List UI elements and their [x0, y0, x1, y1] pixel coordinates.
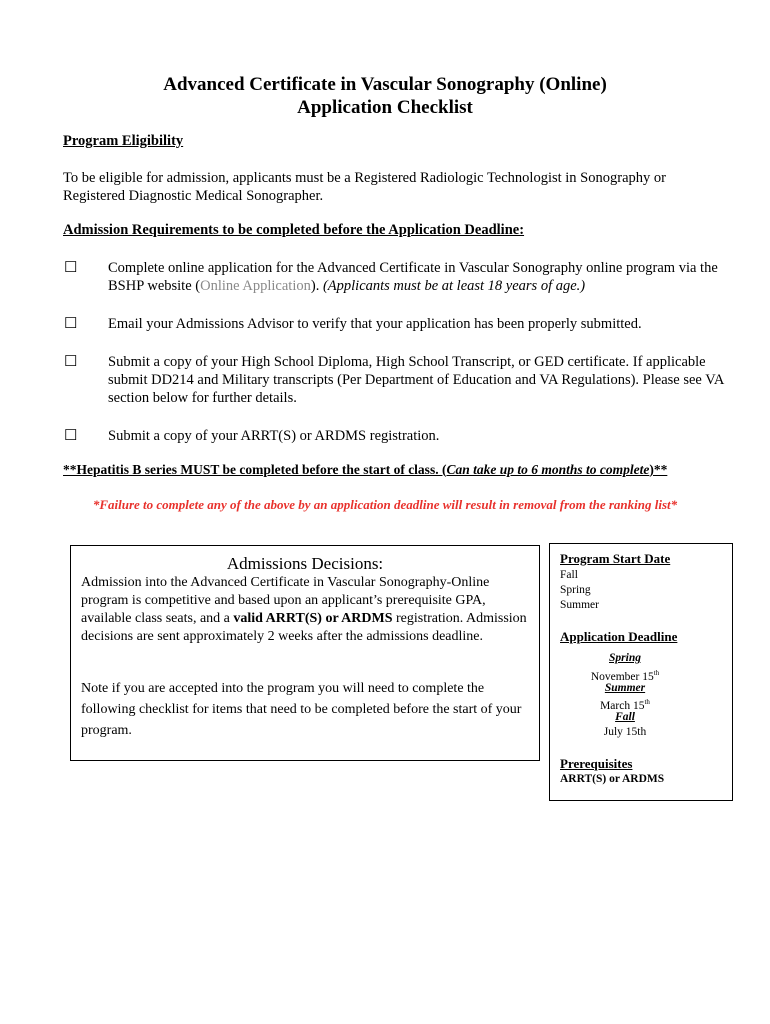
admissions-title: Admissions Decisions:: [226, 554, 384, 573]
admissions-p1-text-after: registration. Admission decisions are sent approximately 2 weeks after the admissions deadline.: [81, 611, 527, 644]
requirement-online-application: [108, 259, 738, 295]
deadline-heading: Application Deadline: [560, 629, 678, 644]
start-term-summer: Summer: [560, 599, 599, 611]
requirements-heading: Admission Requirements to be completed before the Application Deadline:: [63, 222, 525, 238]
online-application-link[interactable]: Online Application: [200, 278, 311, 294]
page-title: Advanced Certificate in Vascular Sonography (Online): [163, 74, 607, 95]
hepatitis-suffix: )**: [649, 462, 668, 477]
page-subtitle: Application Checklist: [297, 97, 473, 118]
admissions-p1-bold: valid ARRT(S) or ARDMS: [233, 611, 393, 626]
checkbox-online-application[interactable]: ☐: [64, 260, 78, 276]
deadline-summer-label: Summer: [604, 682, 646, 694]
failure-notice: *Failure to complete any of the above by an application deadline will result in removal from the ranking list*: [92, 497, 678, 512]
start-term-fall: Fall: [560, 569, 578, 581]
summer-date-sup: th: [644, 698, 650, 706]
admissions-p1-text: Admission into the Advanced Certificate in Vascular Sonography-Online program is competitive and based upon an applicant’s prerequisite GPA, available class seats, and a: [81, 575, 490, 626]
admissions-paragraph-2: Note if you are accepted into the program you will need to complete the following checklist for items that need to be completed before the start of your program.: [81, 681, 522, 738]
program-info-box: [549, 543, 733, 801]
deadline-fall-date: July 15th: [603, 726, 647, 738]
checkbox-email-advisor[interactable]: ☐: [64, 316, 78, 332]
requirement-text: Complete online application for the Advanced Certificate in Vascular Sonography online program via the BSHP website (: [108, 260, 718, 294]
age-note: (Applicants must be at least 18 years of age.): [322, 278, 586, 294]
eligibility-heading: Program Eligibility: [63, 133, 184, 149]
prerequisites-text: ARRT(S) or ARDMS: [560, 773, 665, 785]
hepatitis-prefix: **Hepatitis B series MUST be completed before the start of class. (: [63, 462, 447, 477]
deadline-spring-label: Spring: [609, 652, 641, 664]
checkbox-registration[interactable]: ☐: [64, 428, 78, 444]
deadline-fall-label: Fall: [615, 711, 635, 723]
hepatitis-notice: [63, 462, 667, 478]
admissions-box: [70, 545, 540, 761]
summer-date-text: March 15: [600, 699, 645, 712]
prerequisites-heading: Prerequisites: [560, 756, 633, 771]
requirement-diploma: Submit a copy of your High School Diploma, High School Transcript, or GED certificate. If applicable submit DD214 and Military transcripts (Per Department of Education and VA Regulations). Please see VA section below for further details.: [108, 354, 724, 406]
start-term-spring: Spring: [560, 584, 591, 596]
checkbox-diploma[interactable]: ☐: [64, 354, 78, 370]
eligibility-text: To be eligible for admission, applicants must be a Registered Radiologic Technologist in Sonography or Registered Diagnostic Medical Sonographer.: [63, 170, 666, 204]
hepatitis-italic: Can take up to 6 months to complete: [446, 462, 650, 477]
start-date-heading: Program Start Date: [560, 551, 671, 566]
requirement-email-advisor: Email your Admissions Advisor to verify that your application has been properly submitted.: [108, 316, 642, 332]
requirement-text-after: ).: [310, 278, 323, 294]
spring-date-sup: th: [653, 669, 660, 677]
admissions-paragraph-1: [81, 574, 533, 646]
spring-date-text: November 15: [590, 670, 654, 683]
requirement-registration: Submit a copy of your ARRT(S) or ARDMS registration.: [108, 428, 440, 444]
